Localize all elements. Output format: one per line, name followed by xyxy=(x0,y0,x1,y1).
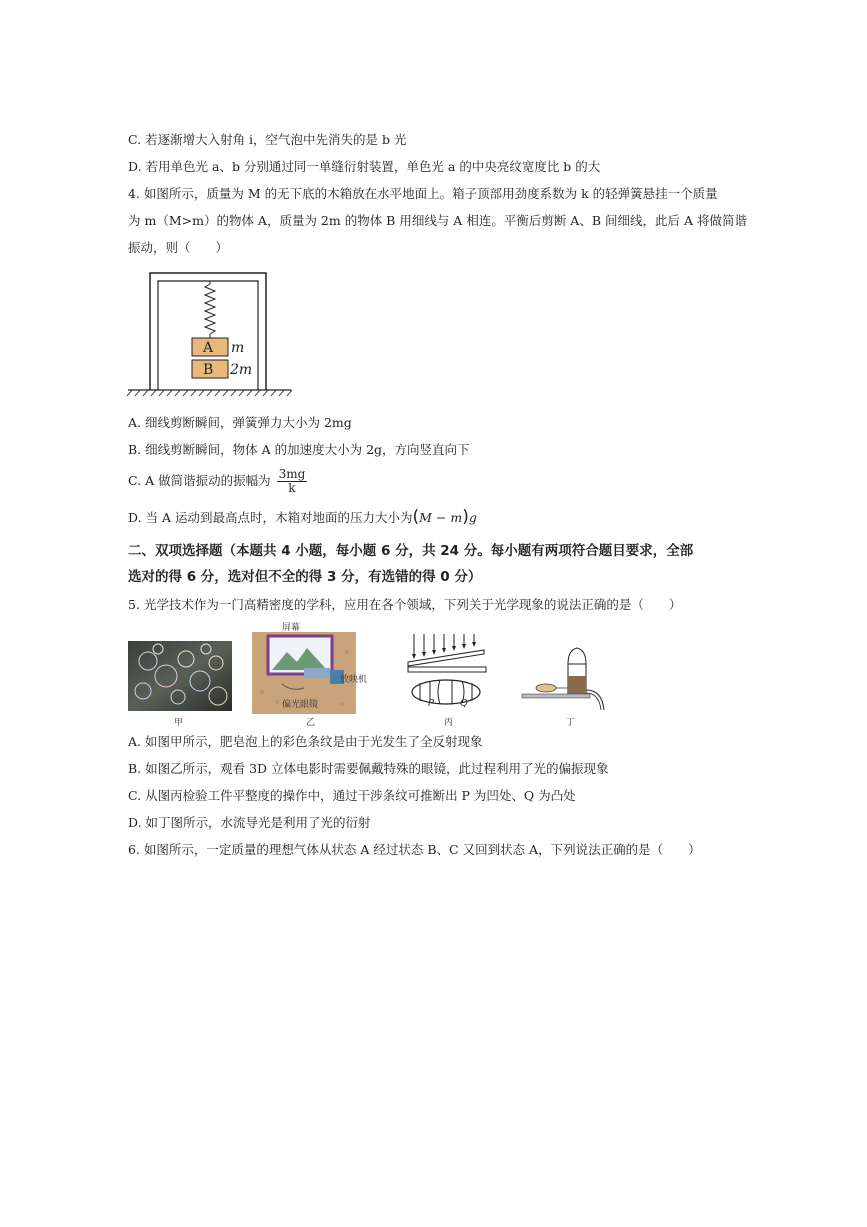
section2-heading-line2: 选对的得 6 分，选对但不全的得 3 分，有选错的得 0 分） xyxy=(128,569,482,585)
q5-option-a: A. 如图甲所示，肥皂泡上的彩色条纹是由于光发生了全反射现象 xyxy=(128,734,483,749)
q4-option-d-expr: M − m xyxy=(419,510,463,525)
q4-option-d-text: D. 当 A 运动到最高点时，木箱对地面的压力大小为 xyxy=(128,510,413,525)
soap-bubbles-photo xyxy=(128,641,232,715)
q5-stem: 5. 光学技术作为一门高精密度的学科，应用在各个领域，下列关于光学现象的说法正确的是（ ） xyxy=(128,597,682,612)
fig-yi-projector-label: 放映机 xyxy=(340,675,368,685)
amplitude-fraction xyxy=(277,468,308,495)
block-b-letter: B xyxy=(203,362,214,378)
q4-option-c xyxy=(128,466,307,496)
q3-option-d: D. 若用单色光 a、b 分别通过同一单缝衍射装置，单色光 a 的中央亮纹宽度比 b 的大 xyxy=(128,159,601,174)
q4-stem-line3: 振动，则（ ） xyxy=(128,240,229,255)
q5-option-c: C. 从图丙检验工件平整度的操作中，通过干涉条纹可推断出 P 为凹处、Q 为凸处 xyxy=(128,788,576,803)
block-b-mass-label: 2m xyxy=(230,362,253,378)
q3-option-c: C. 若逐渐增大入射角 i，空气泡中先消失的是 b 光 xyxy=(128,132,407,147)
q4-spring-box-figure xyxy=(126,268,296,402)
fig-bing-point-p: P xyxy=(428,698,435,709)
fraction-numerator: 3mg xyxy=(278,467,306,481)
q4-option-d-g: g xyxy=(468,510,477,525)
water-light-guide-figure xyxy=(520,646,610,716)
fig-ding-caption: 丁 xyxy=(566,718,576,728)
q4-option-a: A. 细线剪断瞬间，弹簧弹力大小为 2mg xyxy=(128,415,352,430)
block-a-mass-label: m xyxy=(231,340,245,356)
block-a-letter: A xyxy=(203,340,214,356)
fig-bing-caption: 丙 xyxy=(444,718,454,728)
q4-option-b: B. 细线剪断瞬间，物体 A 的加速度大小为 2g，方向竖直向下 xyxy=(128,442,470,457)
section2-heading-line1: 二、双项选择题（本题共 4 小题，每小题 6 分，共 24 分。每小题有两项符合题目要求，全部 xyxy=(128,543,694,559)
q4-option-c-text: C. A 做简谐振动的振幅为 xyxy=(128,473,271,488)
q4-stem-line2: 为 m（M>m）的物体 A，质量为 2m 的物体 B 用细线与 A 相连。平衡后剪断 A、B 间细线，此后 A 将做简谐 xyxy=(128,213,747,228)
q5-option-d: D. 如丁图所示，水流导光是利用了光的衍射 xyxy=(128,815,371,830)
fig-yi-glasses-label: 偏光眼镜 xyxy=(282,700,319,710)
q6-stem: 6. 如图所示，一定质量的理想气体从状态 A 经过状态 B、C 又回到状态 A，下列说法正确的是（ ） xyxy=(128,842,701,857)
q4-option-d: D. 当 A 运动到最高点时，木箱对地面的压力大小为(M − m)g xyxy=(128,507,477,527)
flatness-test-figure xyxy=(404,632,490,718)
fig-jia-caption: 甲 xyxy=(174,718,184,728)
q4-stem-line1: 4. 如图所示，质量为 M 的无下底的木箱放在水平地面上。箱子顶部用劲度系数为 k 的轻弹簧悬挂一个质量 xyxy=(128,186,718,201)
q5-option-b: B. 如图乙所示，观看 3D 立体电影时需要佩戴特殊的眼镜，此过程利用了光的偏振现象 xyxy=(128,761,609,776)
fig-bing-point-q: Q xyxy=(460,698,468,709)
fig-yi-screen-label: 屏幕 xyxy=(282,623,301,633)
fig-yi-caption: 乙 xyxy=(306,718,316,728)
fraction-denominator: k xyxy=(288,481,296,495)
